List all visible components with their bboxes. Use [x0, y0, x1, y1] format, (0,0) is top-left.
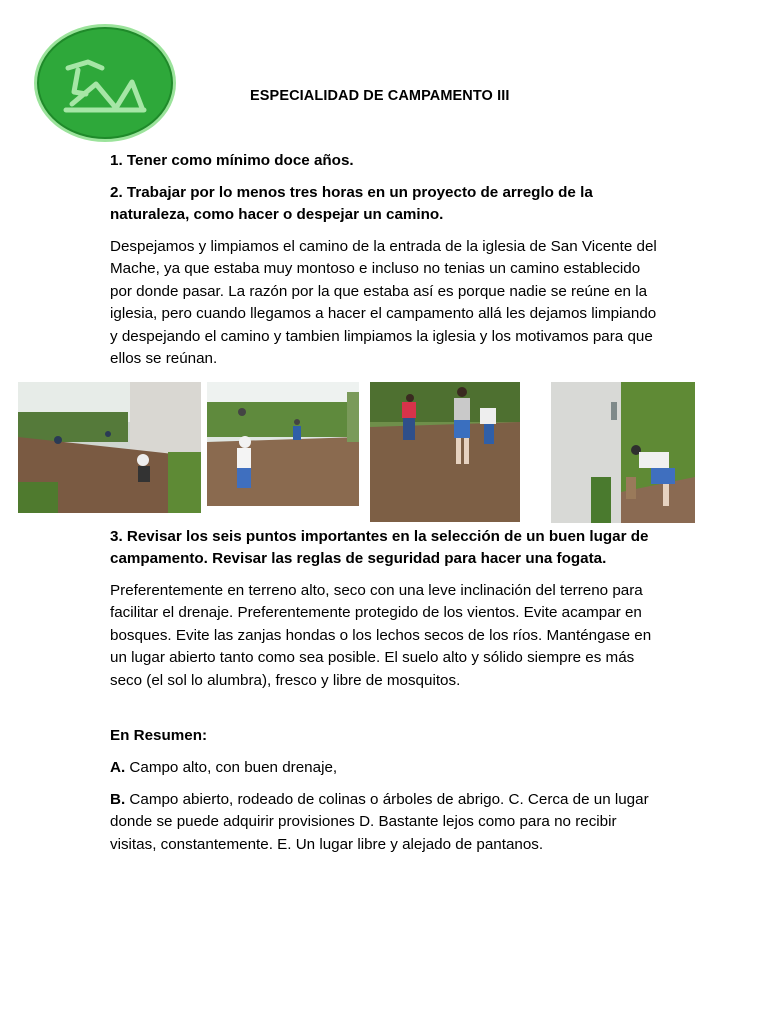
- item-1: 1. Tener como mínimo doce años.: [110, 152, 354, 169]
- summary-b-text: Campo abierto, rodeado de colinas o árboles de abrigo. C. Cerca de un lugar donde se puede adquirir provisiones D. Bastante lejos como para no recibir visitas, constantemente. E. Un lugar libre y alejado de pantanos.: [110, 791, 649, 853]
- summary-a-text: Campo alto, con buen drenaje,: [125, 759, 338, 776]
- photo-path-clearing-4: [551, 382, 695, 523]
- photo-path-clearing-2: [207, 382, 359, 506]
- item-2-heading: 2. Trabajar por lo menos tres horas en un proyecto de arreglo de la naturaleza, como hacer o despejar un camino.: [110, 184, 593, 224]
- badge-logo: [32, 22, 178, 144]
- item-2-body: Despejamos y limpiamos el camino de la entrada de la iglesia de San Vicente del Mache, ya que estaba muy montoso e incluso no tenias un camino establecido por donde pasar. La razón por la que estaba así es porque nadie se reúne en la iglesia, pero cuando llegamos a hacer el campamento allá les dejamos limpiando y despejando el camino y tambien limpiamos la iglesia y los motivamos para que ellos se reúnan.: [110, 238, 657, 368]
- summary-b-label: B.: [110, 791, 126, 808]
- summary-a-label: A.: [110, 759, 126, 776]
- item-3-body: Preferentemente en terreno alto, seco con una leve inclinación del terreno para facilitar el drenaje. Preferentemente protegido de los vientos. Evite acampar en bosques. Evite las zanjas hondas o los lechos secos de los ríos. Manténgase en un lugar abierto tanto como sea posible. El suelo alto y sólido siempre es más seco (el sol lo alumbra), fresco y libre de mosquitos.: [110, 582, 652, 689]
- summary-heading: En Resumen:: [110, 727, 208, 744]
- summary-a: [110, 757, 658, 779]
- page-title: ESPECIALIDAD DE CAMPAMENTO III: [250, 88, 510, 104]
- item-3-heading: 3. Revisar los seis puntos importantes en la selección de un buen lugar de campamento. Revisar las reglas de seguridad para hacer una fogata.: [110, 528, 649, 568]
- photo-path-clearing-3: [370, 382, 520, 522]
- summary-b: [110, 789, 658, 856]
- photo-path-clearing-1: [18, 382, 201, 513]
